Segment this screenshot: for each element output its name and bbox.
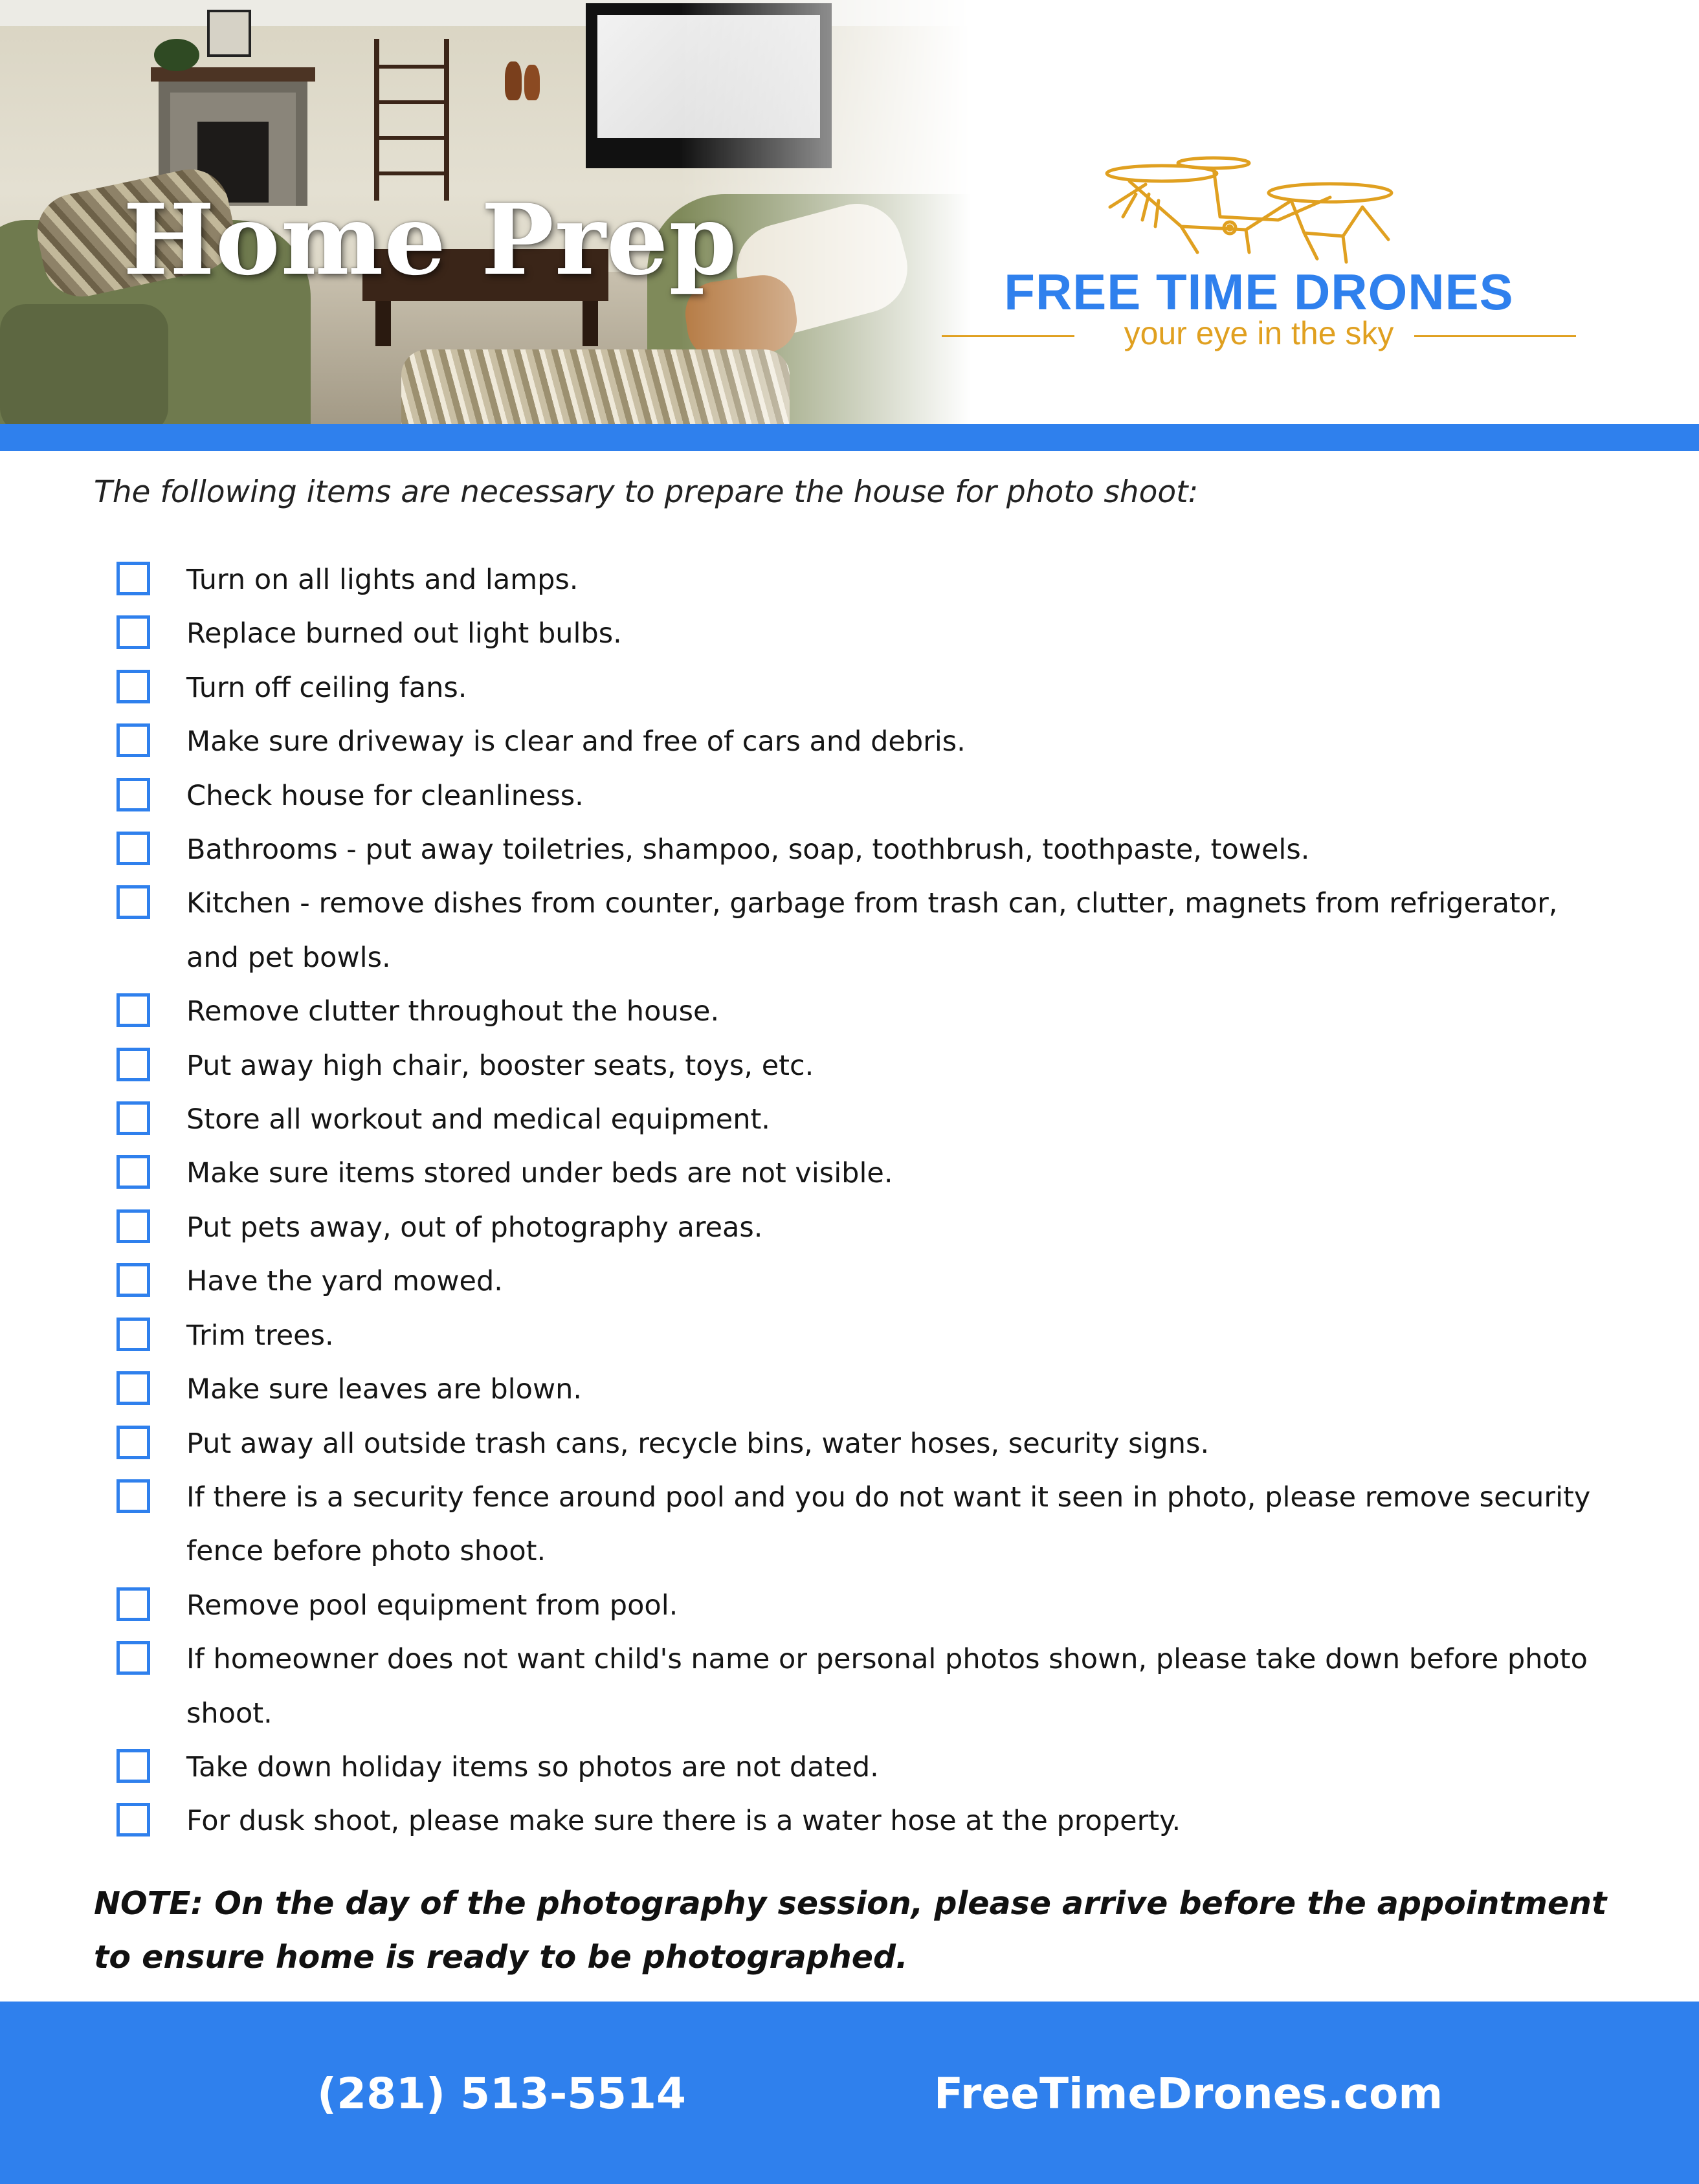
checkbox[interactable] bbox=[117, 1155, 150, 1189]
checklist-item-label: Remove pool equipment from pool. bbox=[186, 1589, 678, 1622]
checklist-item-label: Make sure leaves are blown. bbox=[186, 1373, 583, 1406]
checklist-item-label: Put away high chair, booster seats, toys, etc. bbox=[186, 1049, 814, 1082]
checklist-item-label: Take down holiday items so photos are not dated. bbox=[186, 1750, 879, 1783]
checkbox[interactable] bbox=[117, 562, 150, 595]
checkbox[interactable] bbox=[117, 1803, 150, 1837]
brand-tagline-row bbox=[942, 317, 1576, 356]
checklist-item-label: Turn off ceiling fans. bbox=[186, 671, 467, 704]
prep-checklist bbox=[117, 553, 1605, 1849]
checklist-item bbox=[117, 1633, 1605, 1741]
checklist-item-label: Remove clutter throughout the house. bbox=[186, 995, 720, 1028]
checklist-item-label: Check house for cleanliness. bbox=[186, 779, 584, 812]
page-title: Home Prep bbox=[123, 183, 738, 297]
checkbox[interactable] bbox=[117, 1587, 150, 1621]
tagline-rule-right bbox=[1414, 335, 1576, 337]
website-link[interactable]: FreeTimeDrones.com bbox=[934, 2069, 1443, 2119]
checklist-item bbox=[117, 1794, 1605, 1848]
plant bbox=[154, 39, 199, 71]
checklist-item bbox=[117, 553, 1605, 607]
header-banner bbox=[0, 0, 1699, 424]
checklist-item-label: Make sure driveway is clear and free of cars and debris. bbox=[186, 725, 966, 758]
brand-tagline: your eye in the sky bbox=[1124, 315, 1394, 351]
checklist-item-label: Trim trees. bbox=[186, 1319, 334, 1352]
checklist-item bbox=[117, 1471, 1605, 1579]
header-divider-bar bbox=[0, 424, 1699, 451]
checklist-item-label: Have the yard mowed. bbox=[186, 1265, 503, 1298]
checkbox[interactable] bbox=[117, 1426, 150, 1459]
checklist-item bbox=[117, 1309, 1605, 1363]
checklist-item-label: Store all workout and medical equipment. bbox=[186, 1103, 770, 1136]
checkbox[interactable] bbox=[117, 1209, 150, 1243]
checklist-item bbox=[117, 877, 1605, 985]
checkbox[interactable] bbox=[117, 778, 150, 811]
checklist-item bbox=[117, 1579, 1605, 1633]
bookshelf bbox=[374, 39, 449, 201]
note-text: NOTE: On the day of the photography session, please arrive before the appointment to ensure home is ready to be photographed. bbox=[94, 1885, 1607, 1976]
checklist-item-label: Turn on all lights and lamps. bbox=[186, 564, 579, 596]
checkbox[interactable] bbox=[117, 1749, 150, 1783]
brand-name: FREE TIME DRONES bbox=[1004, 263, 1514, 320]
wall-frame bbox=[207, 10, 251, 57]
checklist-item bbox=[117, 1363, 1605, 1417]
brand-logo bbox=[942, 155, 1576, 369]
checklist-item bbox=[117, 661, 1605, 715]
checklist-item-label: Put away all outside trash cans, recycle bins, water hoses, security signs. bbox=[186, 1427, 1210, 1460]
checklist-item-label: If homeowner does not want child's name or personal photos shown, please take down before photo shoot. bbox=[186, 1643, 1588, 1730]
checkbox[interactable] bbox=[117, 615, 150, 649]
intro-text: The following items are necessary to prepare the house for photo shoot: bbox=[94, 474, 1199, 510]
checklist-item-label: If there is a security fence around pool and you do not want it seen in photo, please remove security fence before photo shoot. bbox=[186, 1481, 1591, 1568]
checklist-item bbox=[117, 985, 1605, 1039]
checklist-item bbox=[117, 607, 1605, 661]
checkbox[interactable] bbox=[117, 1263, 150, 1297]
checklist-item-label: Put pets away, out of photography areas. bbox=[186, 1211, 763, 1244]
checkbox[interactable] bbox=[117, 670, 150, 703]
phone-link[interactable]: (281) 513-5514 bbox=[317, 2069, 686, 2119]
checklist-item bbox=[117, 1741, 1605, 1794]
checklist-item-label: Replace burned out light bulbs. bbox=[186, 617, 622, 650]
checklist-item-label: For dusk shoot, please make sure there is a water hose at the property. bbox=[186, 1805, 1181, 1838]
checklist-item-label: Bathrooms - put away toiletries, shampoo, soap, toothbrush, toothpaste, towels. bbox=[186, 833, 1310, 866]
drone-icon bbox=[1084, 155, 1421, 272]
checkbox[interactable] bbox=[117, 1318, 150, 1351]
checkbox[interactable] bbox=[117, 832, 150, 865]
footer-bar bbox=[0, 2002, 1699, 2184]
checkbox[interactable] bbox=[117, 1048, 150, 1081]
checklist-item bbox=[117, 1093, 1605, 1147]
checklist-item bbox=[117, 1201, 1605, 1255]
checkbox[interactable] bbox=[117, 723, 150, 757]
checklist-item bbox=[117, 1255, 1605, 1308]
checklist-item bbox=[117, 823, 1605, 877]
checklist-item bbox=[117, 1147, 1605, 1200]
checklist-item-label: Kitchen - remove dishes from counter, garbage from trash can, clutter, magnets from refrigerator, and pet bowls. bbox=[186, 887, 1558, 974]
television bbox=[586, 3, 832, 168]
checkbox[interactable] bbox=[117, 1101, 150, 1135]
checkbox[interactable] bbox=[117, 885, 150, 919]
checklist-item bbox=[117, 769, 1605, 823]
checklist-item bbox=[117, 1417, 1605, 1471]
checkbox[interactable] bbox=[117, 1371, 150, 1405]
checklist-item bbox=[117, 715, 1605, 769]
checkbox[interactable] bbox=[117, 1479, 150, 1513]
checklist-item-label: Make sure items stored under beds are not visible. bbox=[186, 1157, 893, 1190]
checkbox[interactable] bbox=[117, 1641, 150, 1675]
checklist-item bbox=[117, 1039, 1605, 1093]
checkbox[interactable] bbox=[117, 993, 150, 1027]
